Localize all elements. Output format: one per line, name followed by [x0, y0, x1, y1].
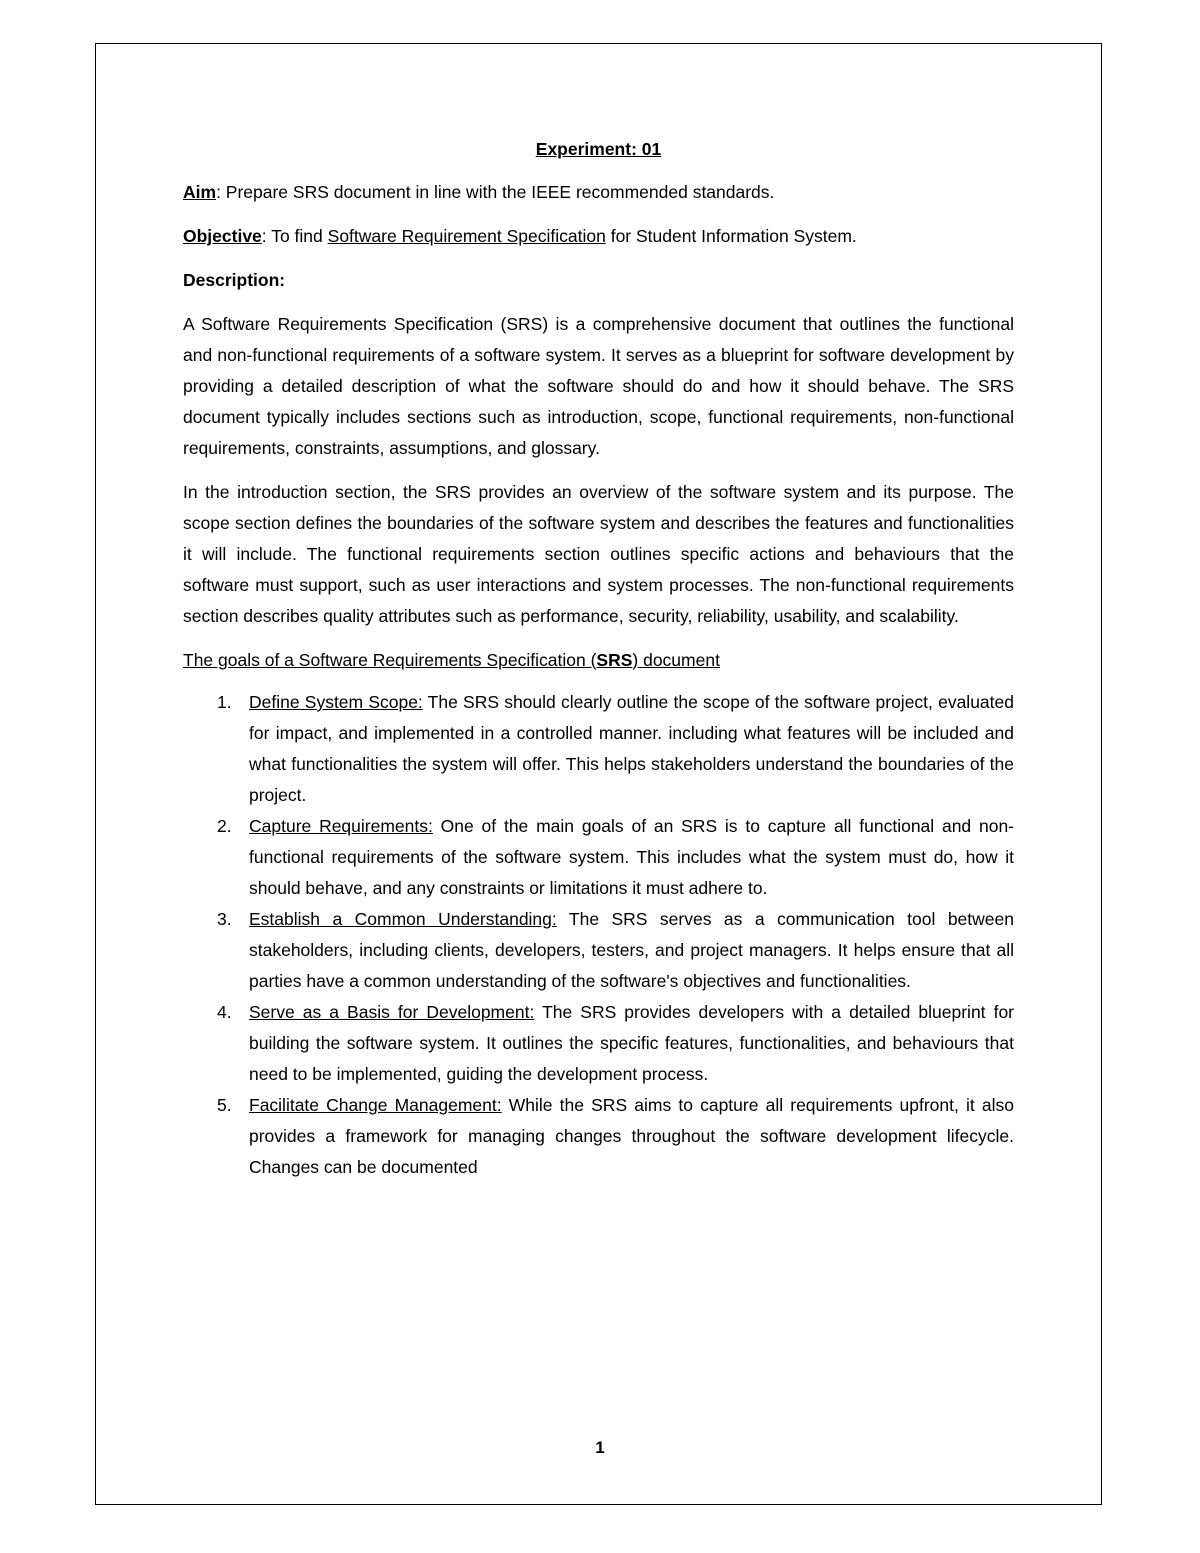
objective-label: Objective — [183, 226, 262, 246]
list-item-number: 4. — [217, 1002, 232, 1022]
experiment-title: Experiment: 01 — [535, 139, 662, 159]
list-item-title: Facilitate Change Management: — [249, 1095, 502, 1115]
list-item-text: While the SRS aims to capture all requirements upfront, it also provides a framework for managing changes throughout the software development lifecycle. Changes can be documented — [249, 1095, 1014, 1177]
page-number: 1 — [595, 1438, 605, 1457]
list-item — [183, 687, 1014, 811]
list-item-title: Establish a Common Understanding: — [249, 909, 557, 929]
list-item-title: Define System Scope: — [249, 692, 423, 712]
goals-heading — [183, 645, 1014, 676]
list-item-text: One of the main goals of an SRS is to capture all functional and non-functional requirements of the software system. This includes what the system must do, how it should behave, and any constraints or limitations it must adhere to. — [249, 816, 1014, 898]
paragraph-srs-sections: In the introduction section, the SRS provides an overview of the software system and its purpose. The scope section defines the boundaries of the software system and describes the features and functionalities it will include. The functional requirements section outlines specific actions and behaviours that the software must support, such as user interactions and system processes. The non-functional requirements section describes quality attributes such as performance, security, reliability, usability, and scalability. — [183, 482, 1014, 626]
objective-underlined-term: Software Requirement Specification — [327, 226, 606, 246]
goals-heading-before: The goals of a Software Requirements Specification ( — [183, 650, 597, 670]
goals-list — [183, 687, 1014, 1183]
goals-heading-after: ) document — [632, 650, 720, 670]
aim-label: Aim — [183, 182, 217, 202]
list-item — [183, 997, 1014, 1090]
aim-line — [183, 177, 1014, 208]
list-item — [183, 904, 1014, 997]
list-item — [183, 811, 1014, 904]
list-item-number: 3. — [217, 909, 232, 929]
list-item-text: The SRS should clearly outline the scope of the software project, evaluated for impact, and implemented in a controlled manner. including what features will be included and what functionalities the system will offer. This helps stakeholders understand the boundaries of the project. — [249, 692, 1014, 805]
list-item — [183, 1090, 1014, 1183]
paragraph-srs-overview: A Software Requirements Specification (SRS) is a comprehensive document that outlines the functional and non-functional requirements of a software system. It serves as a blueprint for software development by providing a detailed description of what the software should do and how it should behave. The SRS document typically includes sections such as introduction, scope, functional requirements, non-functional requirements, constraints, assumptions, and glossary. — [183, 314, 1014, 458]
document-body — [183, 134, 1014, 1183]
objective-prefix: : To find — [261, 226, 328, 246]
list-item-number: 2. — [217, 816, 232, 836]
aim-text: : Prepare SRS document in line with the IEEE recommended standards. — [216, 182, 775, 202]
goals-heading-bold: SRS — [596, 650, 633, 670]
list-item-title: Serve as a Basis for Development: — [249, 1002, 535, 1022]
description-label: Description: — [183, 270, 286, 290]
objective-suffix: for Student Information System. — [605, 226, 857, 246]
list-item-text: The SRS serves as a communication tool between stakeholders, including clients, developers, testers, and project managers. It helps ensure that all parties have a common understanding of the software's objectives and functionalities. — [249, 909, 1014, 991]
list-item-number: 1. — [217, 692, 232, 712]
list-item-title: Capture Requirements: — [249, 816, 433, 836]
list-item-number: 5. — [217, 1095, 232, 1115]
list-item-text: The SRS provides developers with a detailed blueprint for building the software system. It outlines the specific features, functionalities, and behaviours that need to be implemented, guiding the development process. — [249, 1002, 1015, 1084]
objective-line — [183, 221, 1014, 252]
